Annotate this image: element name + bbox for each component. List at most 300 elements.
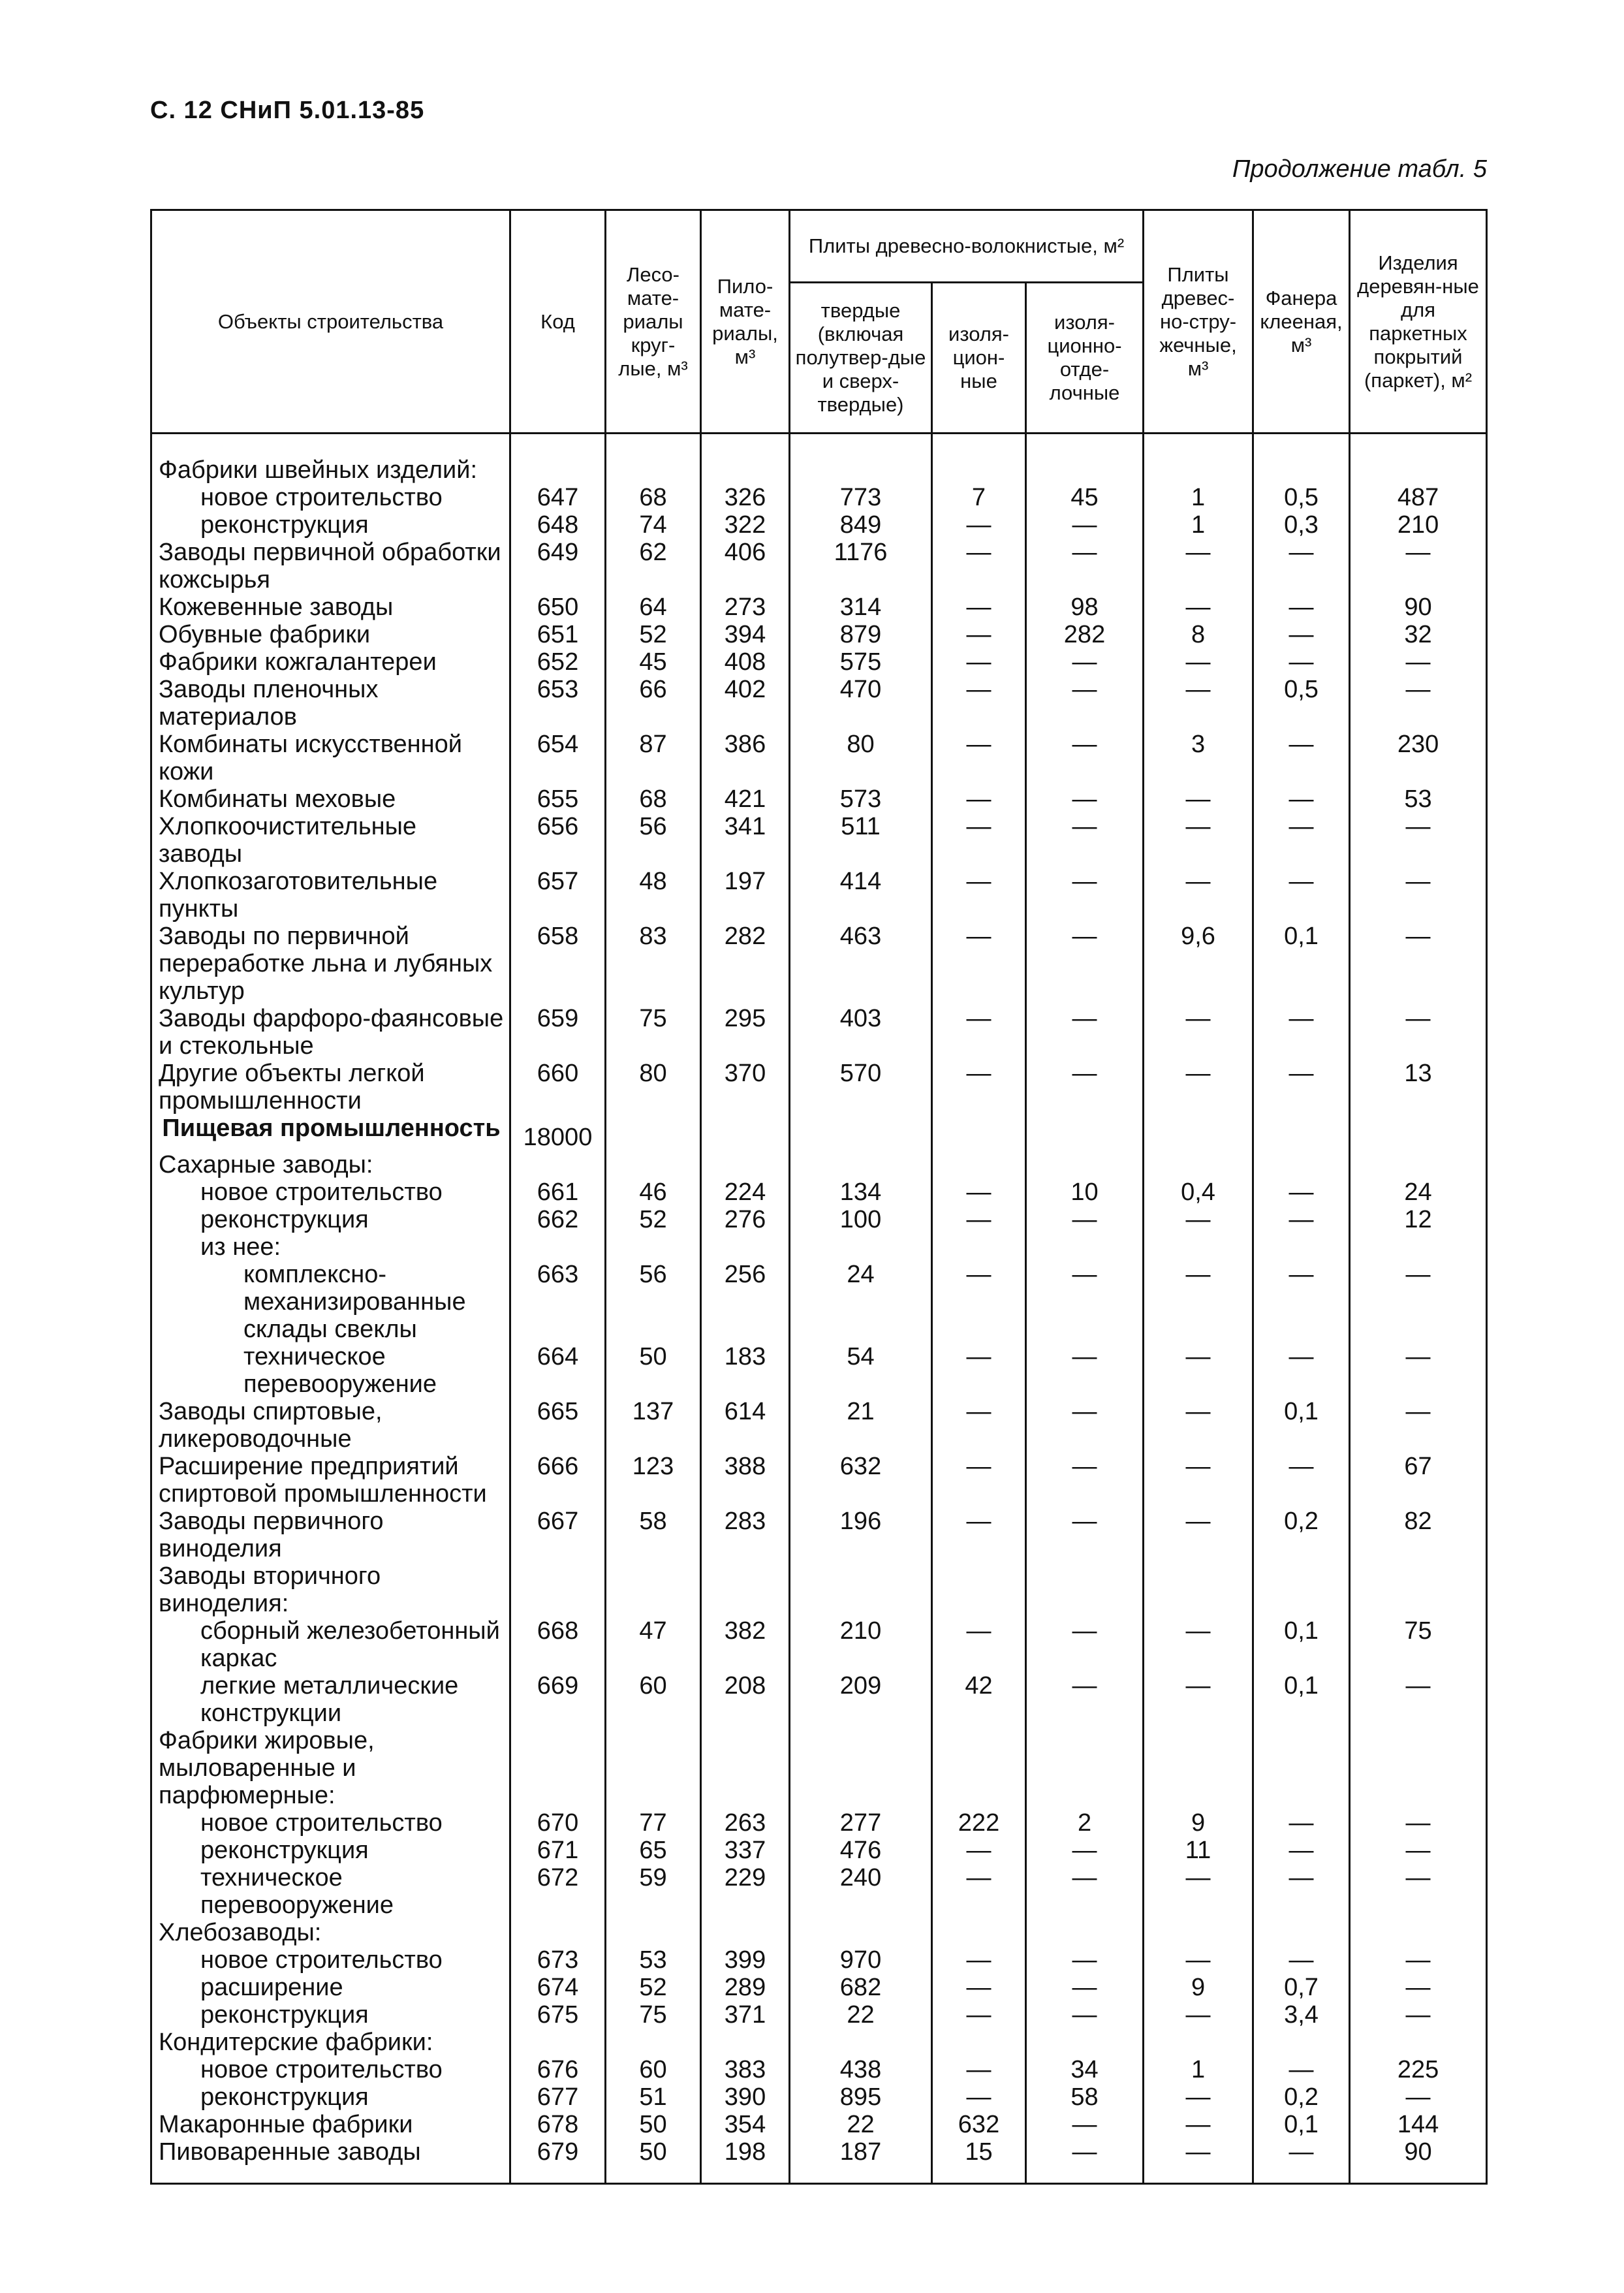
- cell-plywood: 0,5: [1253, 484, 1350, 511]
- cell-code: 649: [510, 539, 606, 593]
- table-row: [151, 2083, 1487, 2111]
- cell-particleboard: —: [1144, 648, 1253, 676]
- table-row: [151, 511, 1487, 539]
- cell-hard-fibreboard: 570: [790, 1060, 932, 1115]
- cell-object-name: [151, 1837, 510, 1864]
- cell-code: 652: [510, 648, 606, 676]
- cell-code: 656: [510, 813, 606, 868]
- header-fibreboard-group: Плиты древесно-волокнистые, м²: [790, 210, 1144, 283]
- cell-parquet: [1350, 1562, 1487, 1617]
- cell-object-name: [151, 2138, 510, 2184]
- object-name-text: Хлопкозаготовительные пункты: [159, 868, 438, 923]
- cell-particleboard: —: [1144, 1005, 1253, 1060]
- cell-hard-fibreboard: 210: [790, 1617, 932, 1672]
- cell-roundwood: 50: [606, 1343, 701, 1398]
- cell-insulating-fibreboard: —: [932, 1837, 1026, 1864]
- cell-parquet: —: [1350, 648, 1487, 676]
- cell-plywood: —: [1253, 1343, 1350, 1398]
- cell-roundwood: [606, 1233, 701, 1261]
- object-name-text: реконструкция: [200, 1837, 369, 1864]
- cell-hard-fibreboard: 277: [790, 1809, 932, 1837]
- cell-object-name: [151, 1727, 510, 1809]
- cell-code: 665: [510, 1398, 606, 1453]
- table-row: [151, 1005, 1487, 1060]
- cell-code: 655: [510, 785, 606, 813]
- section-row: [151, 1115, 1487, 1151]
- cell-code: 18000: [510, 1115, 606, 1151]
- cell-object-name: [151, 1178, 510, 1206]
- object-name-text: Обувные фабрики: [159, 621, 371, 648]
- cell-insulating-fibreboard: —: [932, 1508, 1026, 1562]
- cell-hard-fibreboard: 22: [790, 2001, 932, 2029]
- cell-insulating-finishing-fibreboard: —: [1026, 1343, 1144, 1398]
- cell-code: 663: [510, 1261, 606, 1343]
- cell-code: 664: [510, 1343, 606, 1398]
- table-row: [151, 1151, 1487, 1178]
- cell-plywood: —: [1253, 593, 1350, 621]
- cell-insulating-finishing-fibreboard: —: [1026, 1060, 1144, 1115]
- cell-insulating-finishing-fibreboard: 34: [1026, 2056, 1144, 2083]
- cell-parquet: —: [1350, 539, 1487, 593]
- cell-insulating-finishing-fibreboard: —: [1026, 1453, 1144, 1508]
- cell-insulating-finishing-fibreboard: —: [1026, 1005, 1144, 1060]
- cell-hard-fibreboard: 682: [790, 1974, 932, 2001]
- object-name-text: Заводы пленочных материалов: [159, 676, 379, 731]
- cell-insulating-finishing-fibreboard: [1026, 1233, 1144, 1261]
- cell-roundwood: 51: [606, 2083, 701, 2111]
- object-name-text: Макаронные фабрики: [159, 2111, 413, 2138]
- cell-code: 660: [510, 1060, 606, 1115]
- cell-hard-fibreboard: [790, 2029, 932, 2056]
- cell-sawn-timber: 421: [701, 785, 790, 813]
- cell-roundwood: 50: [606, 2111, 701, 2138]
- cell-parquet: —: [1350, 923, 1487, 1005]
- cell-hard-fibreboard: 575: [790, 648, 932, 676]
- cell-object-name: [151, 1398, 510, 1453]
- cell-object-name: [151, 511, 510, 539]
- cell-insulating-finishing-fibreboard: [1026, 1115, 1144, 1151]
- cell-parquet: —: [1350, 868, 1487, 923]
- cell-object-name: [151, 2001, 510, 2029]
- cell-sawn-timber: 256: [701, 1261, 790, 1343]
- cell-insulating-fibreboard: —: [932, 731, 1026, 785]
- cell-parquet: —: [1350, 1398, 1487, 1453]
- cell-roundwood: 83: [606, 923, 701, 1005]
- cell-sawn-timber: [701, 1233, 790, 1261]
- cell-insulating-fibreboard: —: [932, 511, 1026, 539]
- object-name-text: Кондитерские фабрики:: [159, 2029, 433, 2056]
- cell-roundwood: 58: [606, 1508, 701, 1562]
- cell-hard-fibreboard: 314: [790, 593, 932, 621]
- header-sawn-timber: Пило-мате-риалы, м³: [701, 210, 790, 434]
- cell-insulating-finishing-fibreboard: —: [1026, 923, 1144, 1005]
- cell-roundwood: 45: [606, 648, 701, 676]
- object-name-text: Сахарные заводы:: [159, 1151, 373, 1178]
- table-row: [151, 1178, 1487, 1206]
- cell-plywood: 0,1: [1253, 923, 1350, 1005]
- cell-object-name: [151, 1864, 510, 1919]
- cell-object-name: [151, 868, 510, 923]
- cell-code: 677: [510, 2083, 606, 2111]
- table-row: [151, 785, 1487, 813]
- cell-plywood: —: [1253, 1206, 1350, 1233]
- cell-insulating-fibreboard: —: [932, 868, 1026, 923]
- cell-hard-fibreboard: 849: [790, 511, 932, 539]
- cell-sawn-timber: [701, 1919, 790, 1946]
- cell-hard-fibreboard: 80: [790, 731, 932, 785]
- object-name-text: легкие металлические конструкции: [200, 1672, 459, 1727]
- object-name-text: Заводы фарфоро-фаянсовые и стекольные: [159, 1005, 504, 1060]
- cell-parquet: [1350, 1727, 1487, 1809]
- table-row: [151, 1864, 1487, 1919]
- cell-insulating-finishing-fibreboard: —: [1026, 1617, 1144, 1672]
- cell-insulating-fibreboard: [932, 2029, 1026, 2056]
- cell-hard-fibreboard: 196: [790, 1508, 932, 1562]
- cell-code: 679: [510, 2138, 606, 2184]
- cell-sawn-timber: 394: [701, 621, 790, 648]
- cell-insulating-fibreboard: —: [932, 1974, 1026, 2001]
- cell-particleboard: —: [1144, 1946, 1253, 1974]
- cell-parquet: 13: [1350, 1060, 1487, 1115]
- cell-plywood: 0,1: [1253, 1398, 1350, 1453]
- cell-insulating-fibreboard: 632: [932, 2111, 1026, 2138]
- table-row: [151, 2001, 1487, 2029]
- cell-code: [510, 1919, 606, 1946]
- cell-sawn-timber: 614: [701, 1398, 790, 1453]
- header-roundwood: Лесо-мате-риалы круг-лые, м³: [606, 210, 701, 434]
- cell-sawn-timber: 390: [701, 2083, 790, 2111]
- cell-code: [510, 1727, 606, 1809]
- cell-parquet: —: [1350, 1343, 1487, 1398]
- cell-plywood: [1253, 1151, 1350, 1178]
- cell-plywood: —: [1253, 539, 1350, 593]
- cell-insulating-fibreboard: —: [932, 785, 1026, 813]
- header-hard-fibreboard: твердые (включая полутвер-дые и сверх-твердые): [790, 283, 932, 434]
- cell-roundwood: 74: [606, 511, 701, 539]
- cell-insulating-fibreboard: —: [932, 2083, 1026, 2111]
- cell-code: [510, 1233, 606, 1261]
- cell-parquet: —: [1350, 1837, 1487, 1864]
- cell-sawn-timber: 224: [701, 1178, 790, 1206]
- cell-insulating-finishing-fibreboard: —: [1026, 1946, 1144, 1974]
- cell-insulating-fibreboard: —: [932, 1398, 1026, 1453]
- cell-sawn-timber: 282: [701, 923, 790, 1005]
- cell-roundwood: 68: [606, 785, 701, 813]
- cell-code: 668: [510, 1617, 606, 1672]
- cell-insulating-finishing-fibreboard: [1026, 2029, 1144, 2056]
- cell-roundwood: 59: [606, 1864, 701, 1919]
- cell-parquet: [1350, 434, 1487, 484]
- object-name-text: расширение: [200, 1974, 343, 2001]
- cell-parquet: 82: [1350, 1508, 1487, 1562]
- cell-plywood: —: [1253, 621, 1350, 648]
- cell-insulating-fibreboard: —: [932, 1060, 1026, 1115]
- cell-insulating-fibreboard: —: [932, 1005, 1026, 1060]
- cell-sawn-timber: 408: [701, 648, 790, 676]
- cell-sawn-timber: 289: [701, 1974, 790, 2001]
- cell-insulating-finishing-fibreboard: —: [1026, 785, 1144, 813]
- cell-object-name: [151, 1974, 510, 2001]
- table-row: [151, 621, 1487, 648]
- cell-hard-fibreboard: 21: [790, 1398, 932, 1453]
- cell-insulating-finishing-fibreboard: —: [1026, 1206, 1144, 1233]
- cell-insulating-finishing-fibreboard: —: [1026, 1508, 1144, 1562]
- cell-parquet: 67: [1350, 1453, 1487, 1508]
- cell-particleboard: 0,4: [1144, 1178, 1253, 1206]
- cell-roundwood: [606, 1727, 701, 1809]
- cell-object-name: [151, 539, 510, 593]
- cell-sawn-timber: 276: [701, 1206, 790, 1233]
- cell-object-name: [151, 1508, 510, 1562]
- cell-insulating-finishing-fibreboard: —: [1026, 813, 1144, 868]
- cell-parquet: —: [1350, 1261, 1487, 1343]
- cell-roundwood: 52: [606, 621, 701, 648]
- cell-insulating-finishing-fibreboard: [1026, 1562, 1144, 1617]
- cell-roundwood: 75: [606, 1005, 701, 1060]
- cell-particleboard: —: [1144, 1864, 1253, 1919]
- cell-sawn-timber: 198: [701, 2138, 790, 2184]
- cell-insulating-finishing-fibreboard: —: [1026, 539, 1144, 593]
- cell-parquet: [1350, 1151, 1487, 1178]
- materials-table: [150, 209, 1488, 2185]
- cell-plywood: 0,2: [1253, 2083, 1350, 2111]
- cell-plywood: —: [1253, 2056, 1350, 2083]
- cell-sawn-timber: 183: [701, 1343, 790, 1398]
- cell-sawn-timber: 371: [701, 2001, 790, 2029]
- object-name-text: техническое перевооружение: [243, 1343, 437, 1398]
- object-name-text: реконструкция: [200, 511, 369, 539]
- object-name-text: Хлебозаводы:: [159, 1919, 322, 1946]
- cell-plywood: [1253, 1233, 1350, 1261]
- table-row: [151, 1727, 1487, 1809]
- cell-particleboard: —: [1144, 1453, 1253, 1508]
- cell-object-name: [151, 1946, 510, 1974]
- cell-plywood: [1253, 1115, 1350, 1151]
- cell-sawn-timber: 229: [701, 1864, 790, 1919]
- cell-plywood: —: [1253, 1261, 1350, 1343]
- cell-code: [510, 2029, 606, 2056]
- cell-hard-fibreboard: 970: [790, 1946, 932, 1974]
- cell-particleboard: —: [1144, 1060, 1253, 1115]
- cell-code: 651: [510, 621, 606, 648]
- cell-parquet: —: [1350, 1809, 1487, 1837]
- cell-roundwood: 60: [606, 2056, 701, 2083]
- cell-sawn-timber: 322: [701, 511, 790, 539]
- cell-insulating-finishing-fibreboard: —: [1026, 868, 1144, 923]
- cell-particleboard: 11: [1144, 1837, 1253, 1864]
- object-name-text: Комбинаты меховые: [159, 785, 396, 813]
- cell-insulating-finishing-fibreboard: —: [1026, 1261, 1144, 1343]
- cell-object-name: [151, 1115, 510, 1151]
- header-objects: Объекты строительства: [151, 210, 510, 434]
- cell-roundwood: 52: [606, 1974, 701, 2001]
- cell-parquet: [1350, 1115, 1487, 1151]
- table-row: [151, 539, 1487, 593]
- cell-insulating-fibreboard: —: [932, 593, 1026, 621]
- cell-plywood: [1253, 2029, 1350, 2056]
- cell-parquet: —: [1350, 1864, 1487, 1919]
- cell-hard-fibreboard: 24: [790, 1261, 932, 1343]
- object-name-text: Заводы первичного виноделия: [159, 1508, 384, 1562]
- cell-parquet: —: [1350, 1005, 1487, 1060]
- cell-particleboard: —: [1144, 2138, 1253, 2184]
- object-name-text: реконструкция: [200, 2083, 369, 2111]
- cell-hard-fibreboard: [790, 1919, 932, 1946]
- cell-roundwood: 53: [606, 1946, 701, 1974]
- cell-particleboard: [1144, 2029, 1253, 2056]
- table-row: [151, 1261, 1487, 1343]
- object-name-text: новое строительство: [200, 2056, 443, 2083]
- cell-parquet: 90: [1350, 593, 1487, 621]
- cell-parquet: —: [1350, 813, 1487, 868]
- cell-insulating-fibreboard: —: [932, 621, 1026, 648]
- cell-insulating-finishing-fibreboard: —: [1026, 511, 1144, 539]
- cell-code: 662: [510, 1206, 606, 1233]
- cell-parquet: 12: [1350, 1206, 1487, 1233]
- table-row: [151, 1974, 1487, 2001]
- table-row: [151, 923, 1487, 1005]
- cell-sawn-timber: 295: [701, 1005, 790, 1060]
- cell-hard-fibreboard: [790, 434, 932, 484]
- cell-hard-fibreboard: 438: [790, 2056, 932, 2083]
- cell-plywood: 0,1: [1253, 2111, 1350, 2138]
- object-name-text: Заводы вторичного виноделия:: [159, 1562, 381, 1617]
- cell-plywood: —: [1253, 785, 1350, 813]
- cell-insulating-fibreboard: [932, 434, 1026, 484]
- cell-insulating-fibreboard: [932, 1727, 1026, 1809]
- cell-insulating-fibreboard: —: [932, 1206, 1026, 1233]
- cell-sawn-timber: 354: [701, 2111, 790, 2138]
- cell-particleboard: —: [1144, 2083, 1253, 2111]
- cell-parquet: 210: [1350, 511, 1487, 539]
- object-name-text: Фабрики жировые, мыловаренные и парфюмерные:: [159, 1727, 375, 1809]
- cell-code: 670: [510, 1809, 606, 1837]
- cell-code: 669: [510, 1672, 606, 1727]
- cell-hard-fibreboard: 403: [790, 1005, 932, 1060]
- cell-roundwood: 48: [606, 868, 701, 923]
- cell-particleboard: —: [1144, 539, 1253, 593]
- cell-sawn-timber: 406: [701, 539, 790, 593]
- cell-plywood: —: [1253, 1060, 1350, 1115]
- cell-object-name: [151, 2029, 510, 2056]
- cell-insulating-finishing-fibreboard: —: [1026, 1974, 1144, 2001]
- cell-insulating-fibreboard: —: [932, 1261, 1026, 1343]
- cell-object-name: [151, 1151, 510, 1178]
- cell-hard-fibreboard: 573: [790, 785, 932, 813]
- cell-parquet: 230: [1350, 731, 1487, 785]
- table-row: [151, 1343, 1487, 1398]
- object-name-text: реконструкция: [200, 1206, 369, 1233]
- object-name-text: комплексно-механизированные склады свеклы: [243, 1261, 466, 1343]
- header-parquet: Изделия деревян-ные для паркетных покрытий (паркет), м²: [1350, 210, 1487, 434]
- cell-plywood: 3,4: [1253, 2001, 1350, 2029]
- cell-parquet: [1350, 2029, 1487, 2056]
- cell-hard-fibreboard: 240: [790, 1864, 932, 1919]
- table-row: [151, 2029, 1487, 2056]
- cell-hard-fibreboard: 773: [790, 484, 932, 511]
- object-name-text: Кожевенные заводы: [159, 593, 394, 621]
- object-name-text: Пищевая промышленность: [162, 1115, 501, 1142]
- cell-code: 672: [510, 1864, 606, 1919]
- cell-object-name: [151, 1005, 510, 1060]
- object-name-text: новое строительство: [200, 1946, 443, 1974]
- cell-plywood: [1253, 1562, 1350, 1617]
- cell-insulating-fibreboard: —: [932, 1343, 1026, 1398]
- cell-particleboard: —: [1144, 1261, 1253, 1343]
- cell-particleboard: 9,6: [1144, 923, 1253, 1005]
- cell-particleboard: —: [1144, 1398, 1253, 1453]
- cell-hard-fibreboard: 895: [790, 2083, 932, 2111]
- cell-roundwood: 66: [606, 676, 701, 731]
- cell-plywood: 0,3: [1253, 511, 1350, 539]
- table-row: [151, 731, 1487, 785]
- table-row: [151, 1919, 1487, 1946]
- table-row: [151, 1233, 1487, 1261]
- table-row: [151, 2138, 1487, 2184]
- cell-object-name: [151, 1206, 510, 1233]
- cell-object-name: [151, 785, 510, 813]
- cell-insulating-finishing-fibreboard: —: [1026, 2001, 1144, 2029]
- cell-code: 648: [510, 511, 606, 539]
- cell-insulating-fibreboard: 42: [932, 1672, 1026, 1727]
- object-name-text: техническое перевооружение: [200, 1864, 394, 1919]
- cell-sawn-timber: 383: [701, 2056, 790, 2083]
- cell-insulating-finishing-fibreboard: —: [1026, 2111, 1144, 2138]
- cell-roundwood: [606, 1151, 701, 1178]
- cell-sawn-timber: 388: [701, 1453, 790, 1508]
- cell-insulating-fibreboard: [932, 1115, 1026, 1151]
- cell-insulating-finishing-fibreboard: 10: [1026, 1178, 1144, 1206]
- table-row: [151, 1060, 1487, 1115]
- cell-insulating-fibreboard: 7: [932, 484, 1026, 511]
- cell-parquet: 225: [1350, 2056, 1487, 2083]
- cell-insulating-finishing-fibreboard: —: [1026, 648, 1144, 676]
- cell-insulating-fibreboard: 15: [932, 2138, 1026, 2184]
- cell-hard-fibreboard: [790, 1562, 932, 1617]
- table-row: [151, 648, 1487, 676]
- cell-roundwood: 64: [606, 593, 701, 621]
- cell-particleboard: —: [1144, 868, 1253, 923]
- cell-insulating-finishing-fibreboard: [1026, 1919, 1144, 1946]
- cell-code: 673: [510, 1946, 606, 1974]
- cell-particleboard: —: [1144, 2111, 1253, 2138]
- cell-code: 659: [510, 1005, 606, 1060]
- cell-plywood: —: [1253, 813, 1350, 868]
- cell-insulating-finishing-fibreboard: —: [1026, 731, 1144, 785]
- cell-sawn-timber: 197: [701, 868, 790, 923]
- cell-object-name: [151, 813, 510, 868]
- table-row: [151, 868, 1487, 923]
- cell-parquet: —: [1350, 1672, 1487, 1727]
- cell-particleboard: —: [1144, 1206, 1253, 1233]
- cell-object-name: [151, 1233, 510, 1261]
- cell-object-name: [151, 648, 510, 676]
- cell-object-name: [151, 1617, 510, 1672]
- cell-roundwood: 68: [606, 484, 701, 511]
- cell-roundwood: [606, 434, 701, 484]
- table-row: [151, 1453, 1487, 1508]
- cell-sawn-timber: 341: [701, 813, 790, 868]
- cell-parquet: [1350, 1919, 1487, 1946]
- cell-object-name: [151, 484, 510, 511]
- cell-roundwood: [606, 1919, 701, 1946]
- cell-code: 675: [510, 2001, 606, 2029]
- table-row: [151, 676, 1487, 731]
- header-code: Код: [510, 210, 606, 434]
- cell-roundwood: 50: [606, 2138, 701, 2184]
- table-continuation-label: Продолжение табл. 5: [1232, 155, 1487, 183]
- cell-insulating-finishing-fibreboard: [1026, 1727, 1144, 1809]
